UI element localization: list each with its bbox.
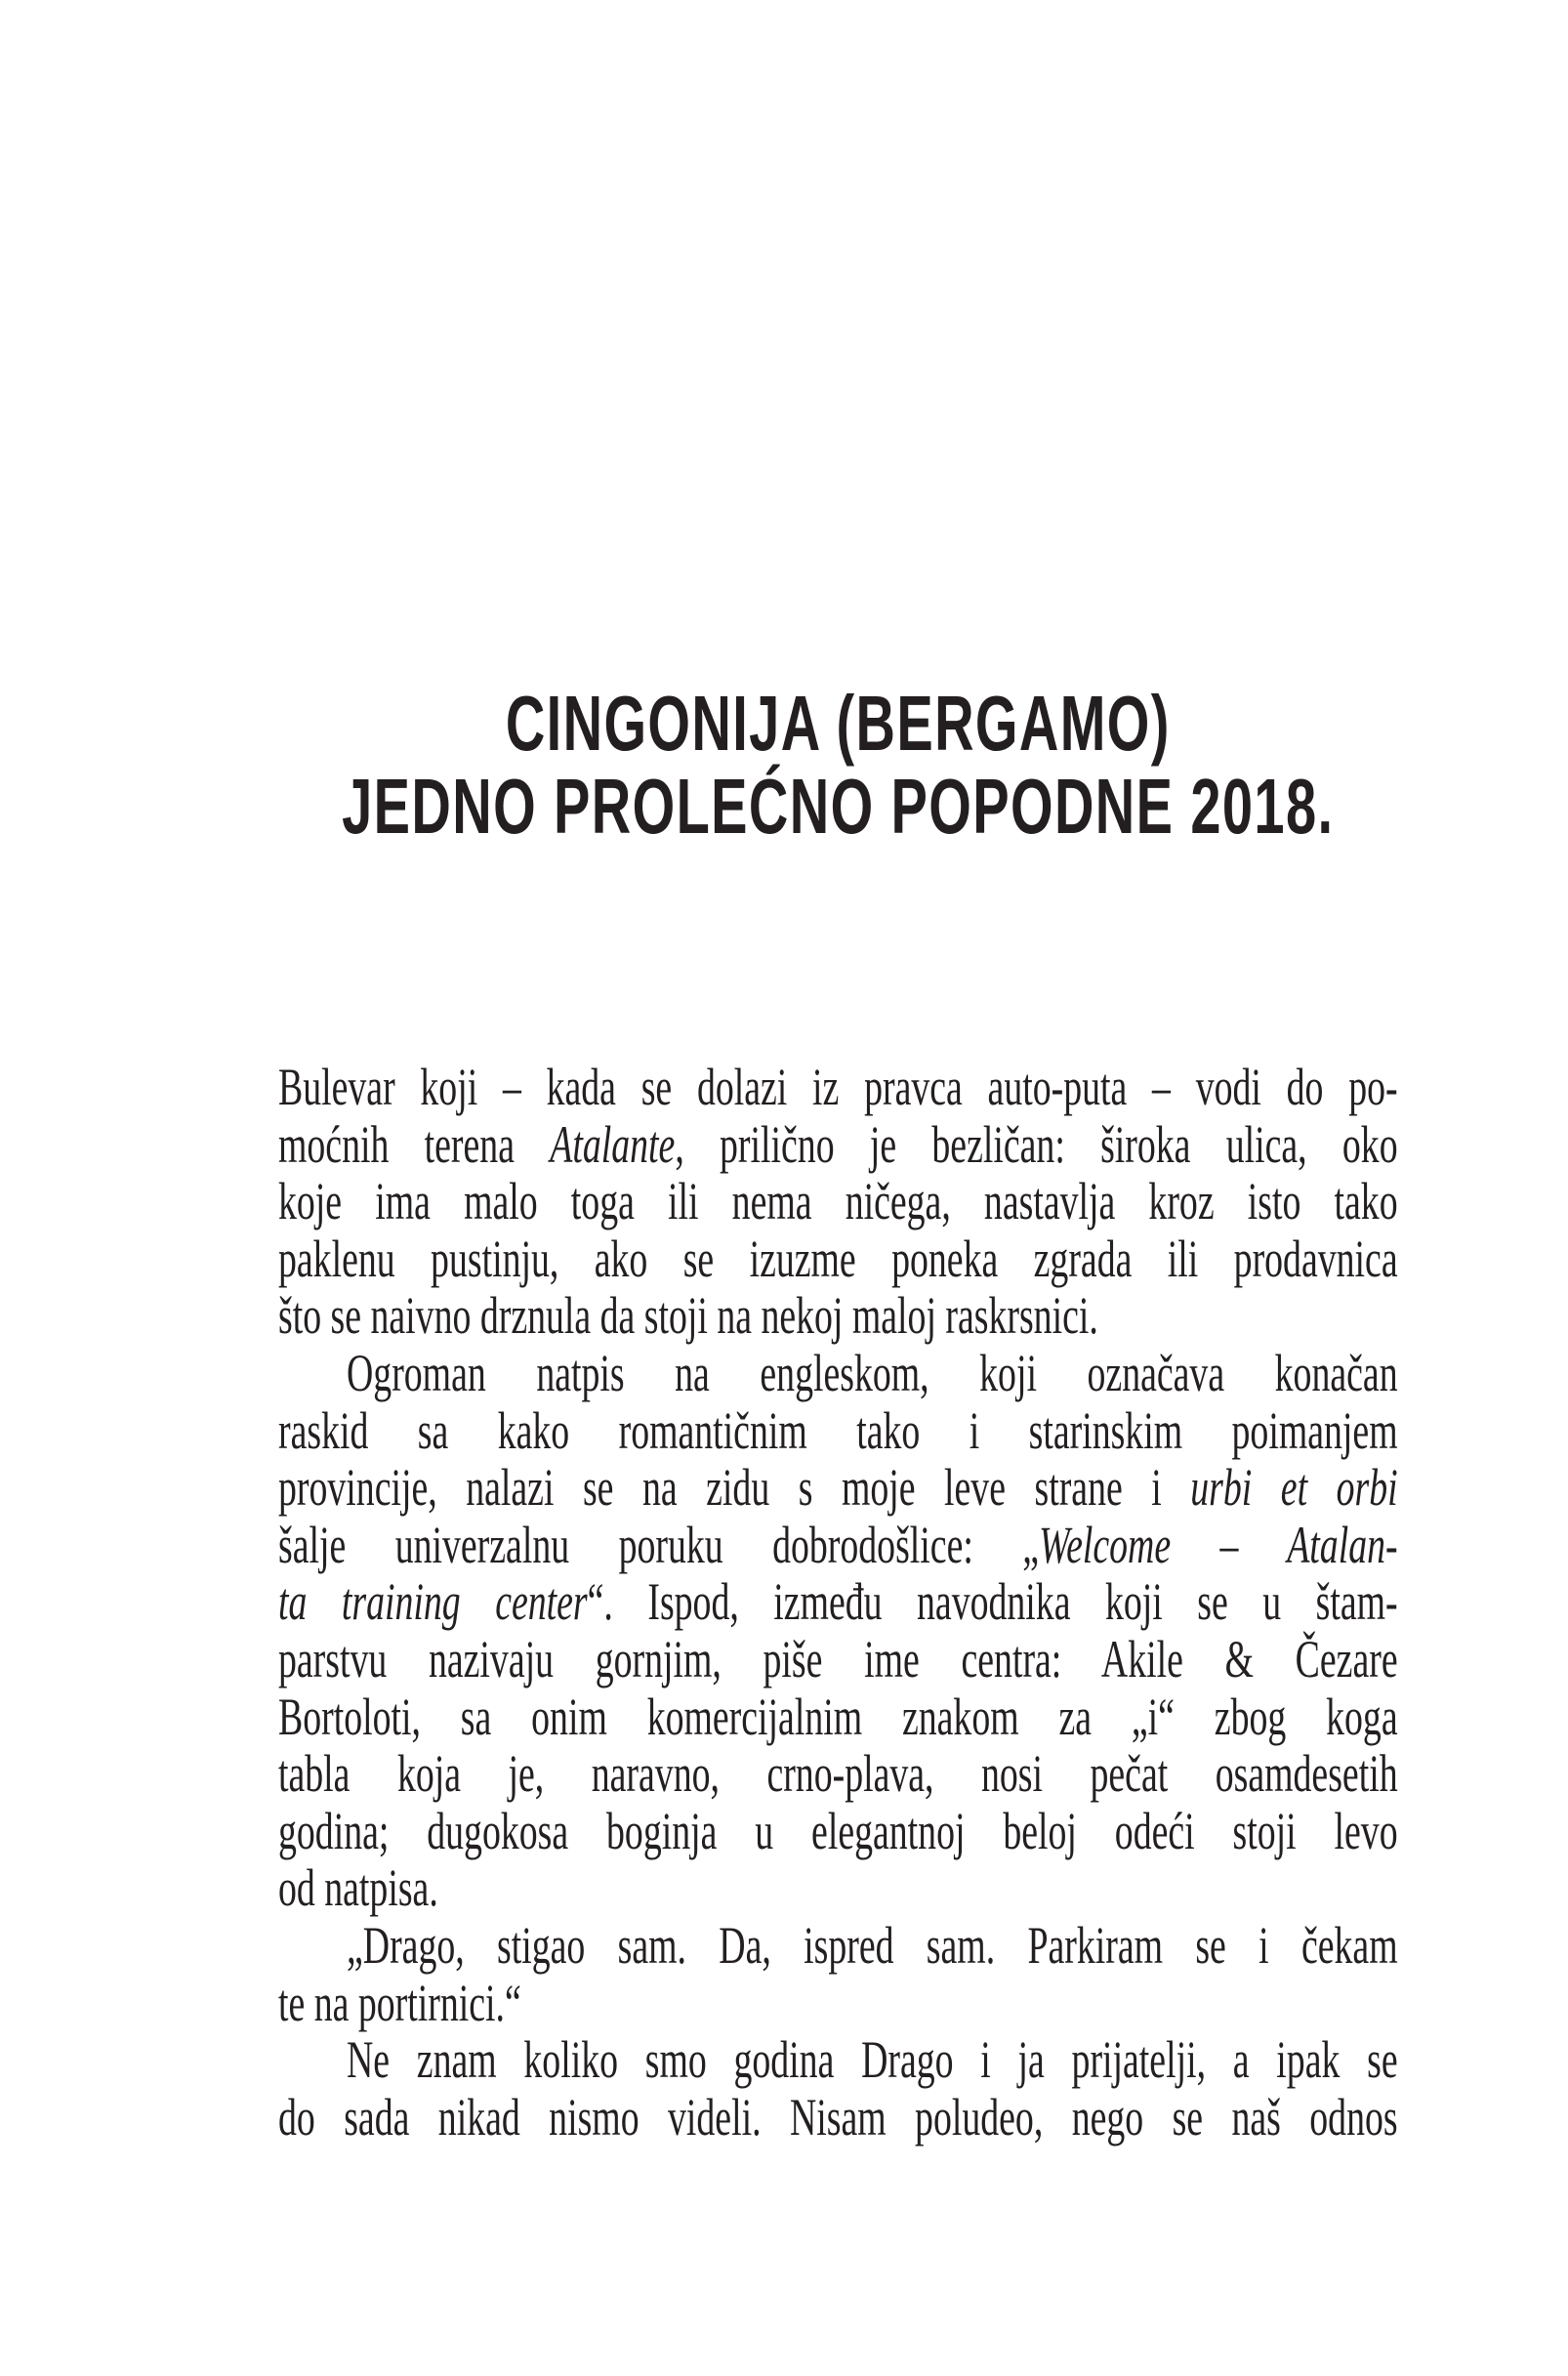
text-line <box>278 1803 1398 1860</box>
text-segment: šalje univerzalnu poruku dobrodošlice: „ <box>278 1515 1040 1574</box>
text-line <box>278 1517 1398 1574</box>
text-line <box>278 1688 1398 1746</box>
text-segment: do sada nikad nismo videli. Nisam poludeo, nego se naš odnos <box>278 2087 1398 2147</box>
text-segment: koje ima malo toga ili nema ničega, nastavlja kroz isto tako <box>278 1172 1398 1231</box>
chapter-title-line: CINGONIJA (BERGAMO) <box>505 680 1171 767</box>
text-segment: Ogroman natpis na engleskom, koji označava konačan <box>347 1343 1398 1402</box>
text-line <box>278 1116 1398 1174</box>
text-segment-italic: ta training center <box>278 1572 588 1632</box>
text-segment: „Drago, stigao sam. Da, ispred sam. Parkiram se i čekam <box>347 1915 1398 1975</box>
text-segment-italic: Atalante <box>550 1114 676 1174</box>
text-segment: , prilično je bezličan: široka ulica, oko <box>675 1114 1398 1174</box>
body-text <box>278 1059 1398 2146</box>
text-segment: od natpisa. <box>278 1858 438 1918</box>
chapter-title-line: JEDNO PROLEĆNO POPODNE 2018. <box>342 763 1335 850</box>
text-line <box>278 2031 1398 2089</box>
text-line <box>278 1859 1398 1917</box>
text-segment: “. Ispod, između navodnika koji se u štam- <box>587 1572 1398 1632</box>
page-text-column <box>278 0 1398 2146</box>
text-line <box>278 1059 1398 1116</box>
text-segment: parstvu nazivaju gornjim, piše ime centra: Akile & Čezare <box>278 1629 1398 1688</box>
text-line <box>278 1975 1398 2032</box>
paragraph <box>278 2031 1398 2146</box>
text-line <box>278 2089 1398 2147</box>
text-segment-italic: urbi et orbi <box>1190 1458 1398 1518</box>
paragraph <box>278 1917 1398 2031</box>
paragraph <box>278 1345 1398 1917</box>
text-line <box>278 1173 1398 1230</box>
text-segment: provincije, nalazi se na zidu s moje leve strane i <box>278 1458 1191 1518</box>
chapter-title <box>278 0 1398 848</box>
text-segment: Bulevar koji – kada se dolazi iz pravca auto-puta – vodi do po- <box>278 1058 1398 1116</box>
text-line <box>278 1345 1398 1402</box>
text-line <box>278 1402 1398 1460</box>
text-segment: godina; dugokosa boginja u elegantnoj beloj odeći stoji levo <box>278 1801 1398 1860</box>
text-segment-italic: Welcome – Atalan- <box>1039 1515 1398 1574</box>
text-segment: te na portirnici.“ <box>278 1973 521 2032</box>
text-line <box>278 1631 1398 1688</box>
text-segment: Bortoloti, sa onim komercijalnim znakom za „i“ zbog koga <box>278 1687 1398 1746</box>
text-segment: raskid sa kako romantičnim tako i starinskim poimanjem <box>278 1400 1398 1460</box>
text-line <box>278 1230 1398 1288</box>
text-line <box>278 1287 1398 1345</box>
text-line <box>278 1917 1398 1975</box>
text-segment: moćnih terena <box>278 1114 551 1174</box>
text-line <box>278 1745 1398 1803</box>
text-segment: Ne znam koliko smo godina Drago i ja prijatelji, a ipak se <box>347 2030 1398 2090</box>
text-segment: što se naivno drznula da stoji na nekoj maloj raskrsnici. <box>278 1286 1098 1346</box>
paragraph <box>278 1059 1398 1345</box>
text-segment: paklenu pustinju, ako se izuzme poneka zgrada ili prodavnica <box>278 1229 1398 1288</box>
text-segment: tabla koja je, naravno, crno-plava, nosi pečat osamdesetih <box>278 1744 1398 1804</box>
text-line <box>278 1573 1398 1631</box>
text-line <box>278 1459 1398 1517</box>
